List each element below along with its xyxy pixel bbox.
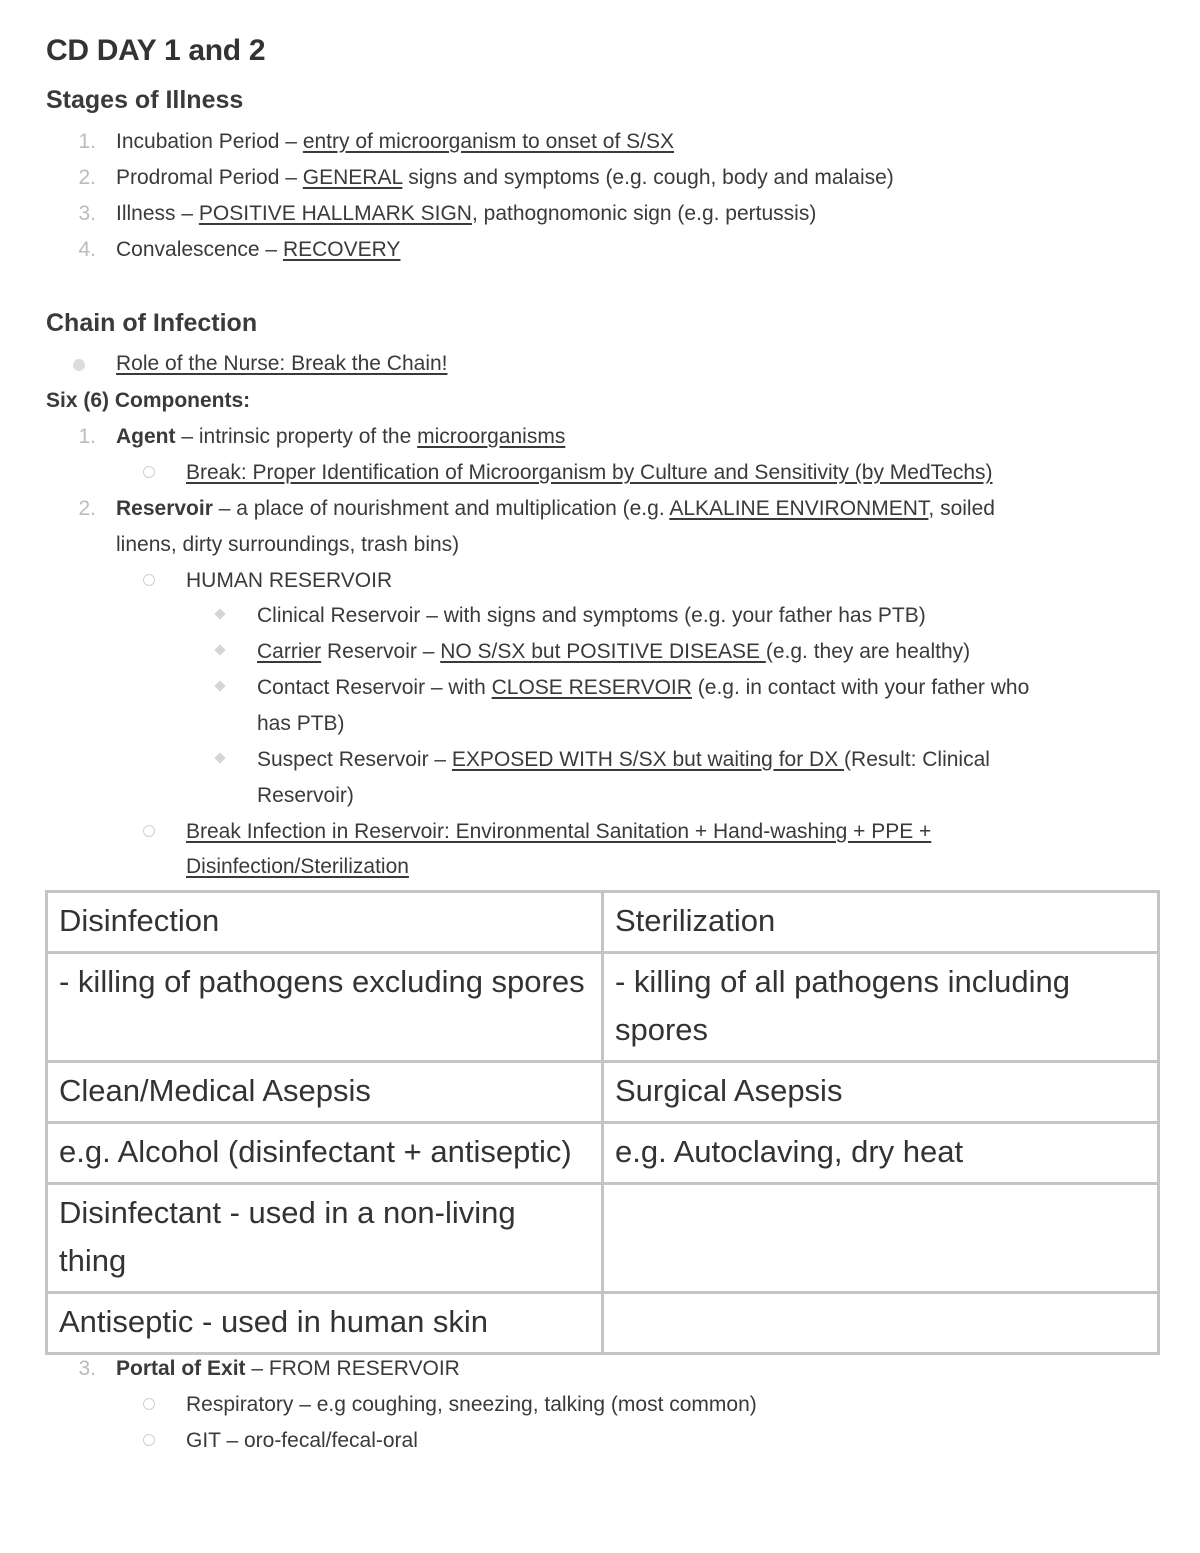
table-row [47, 1123, 1159, 1184]
disinfection-sterilization-table [45, 890, 1160, 1355]
table-cell: Clean/Medical Asepsis [47, 1062, 603, 1123]
table-cell: - killing of pathogens excluding spores [47, 953, 603, 1062]
page-title: CD DAY 1 and 2 [46, 34, 266, 67]
contact-reservoir-continued: has PTB) [257, 712, 345, 735]
list-number: 3. [78, 1357, 96, 1380]
list-number: 4. [78, 238, 96, 261]
stages-heading: Stages of Illness [46, 86, 244, 114]
reservoir-break-continued: Disinfection/Sterilization [186, 855, 409, 878]
reservoir-item: Reservoir – a place of nourishment and multiplication (e.g. ALKALINE ENVIRONMENT, soiled [116, 497, 995, 520]
table-cell: - killing of all pathogens including spores [603, 953, 1159, 1062]
agent-item: Agent – intrinsic property of the microorganisms [116, 425, 566, 448]
bullet-diamond-icon [214, 644, 225, 655]
table-cell: Surgical Asepsis [603, 1062, 1159, 1123]
table-row [47, 1293, 1159, 1354]
bullet-circle-icon [143, 574, 155, 586]
table-row [47, 1062, 1159, 1123]
bullet-diamond-icon [214, 680, 225, 691]
bullet-dot-icon [73, 359, 85, 371]
list-number: 2. [78, 166, 96, 189]
suspect-reservoir-text: Suspect Reservoir – EXPOSED WITH S/SX but waiting for DX (Result: Clinical [257, 748, 990, 771]
list-item: Incubation Period – entry of microorganism to onset of S/SX [116, 130, 674, 153]
chain-heading: Chain of Infection [46, 309, 258, 337]
agent-break-text: Break: Proper Identification of Microorganism by Culture and Sensitivity (by MedTechs) [186, 461, 993, 484]
bullet-circle-icon [143, 1398, 155, 1410]
human-reservoir-label: HUMAN RESERVOIR [186, 569, 393, 592]
bullet-circle-icon [143, 466, 155, 478]
list-number: 1. [78, 130, 96, 153]
contact-reservoir-text: Contact Reservoir – with CLOSE RESERVOIR (e.g. in contact with your father who [257, 676, 1030, 699]
table-cell [603, 1184, 1159, 1293]
list-number: 2. [78, 497, 96, 520]
table-cell [603, 1293, 1159, 1354]
list-number: 1. [78, 425, 96, 448]
bullet-diamond-icon [214, 752, 225, 763]
list-item: Convalescence – RECOVERY [116, 238, 401, 261]
table-row [47, 1184, 1159, 1293]
table-cell: Antiseptic - used in human skin [47, 1293, 603, 1354]
bullet-diamond-icon [214, 608, 225, 619]
list-item: Illness – POSITIVE HALLMARK SIGN, pathognomonic sign (e.g. pertussis) [116, 202, 817, 225]
table-cell: e.g. Alcohol (disinfectant + antiseptic) [47, 1123, 603, 1184]
clinical-reservoir-text: Clinical Reservoir – with signs and symptoms (e.g. your father has PTB) [257, 604, 926, 627]
reservoir-break-text: Break Infection in Reservoir: Environmental Sanitation + Hand-washing + PPE + [186, 820, 932, 843]
list-number: 3. [78, 202, 96, 225]
reservoir-item-continued: linens, dirty surroundings, trash bins) [116, 533, 460, 556]
table-row [47, 953, 1159, 1062]
bullet-circle-icon [143, 1434, 155, 1446]
table-cell: Disinfectant - used in a non-living thing [47, 1184, 603, 1293]
bullet-circle-icon [143, 825, 155, 837]
respiratory-text: Respiratory – e.g coughing, sneezing, talking (most common) [186, 1393, 757, 1416]
suspect-reservoir-continued: Reservoir) [257, 784, 354, 807]
table-header-cell: Sterilization [603, 892, 1159, 953]
table-header-row [47, 892, 1159, 953]
portal-item: Portal of Exit – FROM RESERVOIR [116, 1357, 460, 1380]
table-cell: e.g. Autoclaving, dry heat [603, 1123, 1159, 1184]
list-item: Prodromal Period – GENERAL signs and symptoms (e.g. cough, body and malaise) [116, 166, 894, 189]
table-header-cell: Disinfection [47, 892, 603, 953]
nurse-role-text: Role of the Nurse: Break the Chain! [116, 352, 448, 375]
components-label: Six (6) Components: [46, 389, 251, 412]
carrier-reservoir-text: Carrier Reservoir – NO S/SX but POSITIVE DISEASE (e.g. they are healthy) [257, 640, 971, 663]
git-text: GIT – oro-fecal/fecal-oral [186, 1429, 418, 1452]
